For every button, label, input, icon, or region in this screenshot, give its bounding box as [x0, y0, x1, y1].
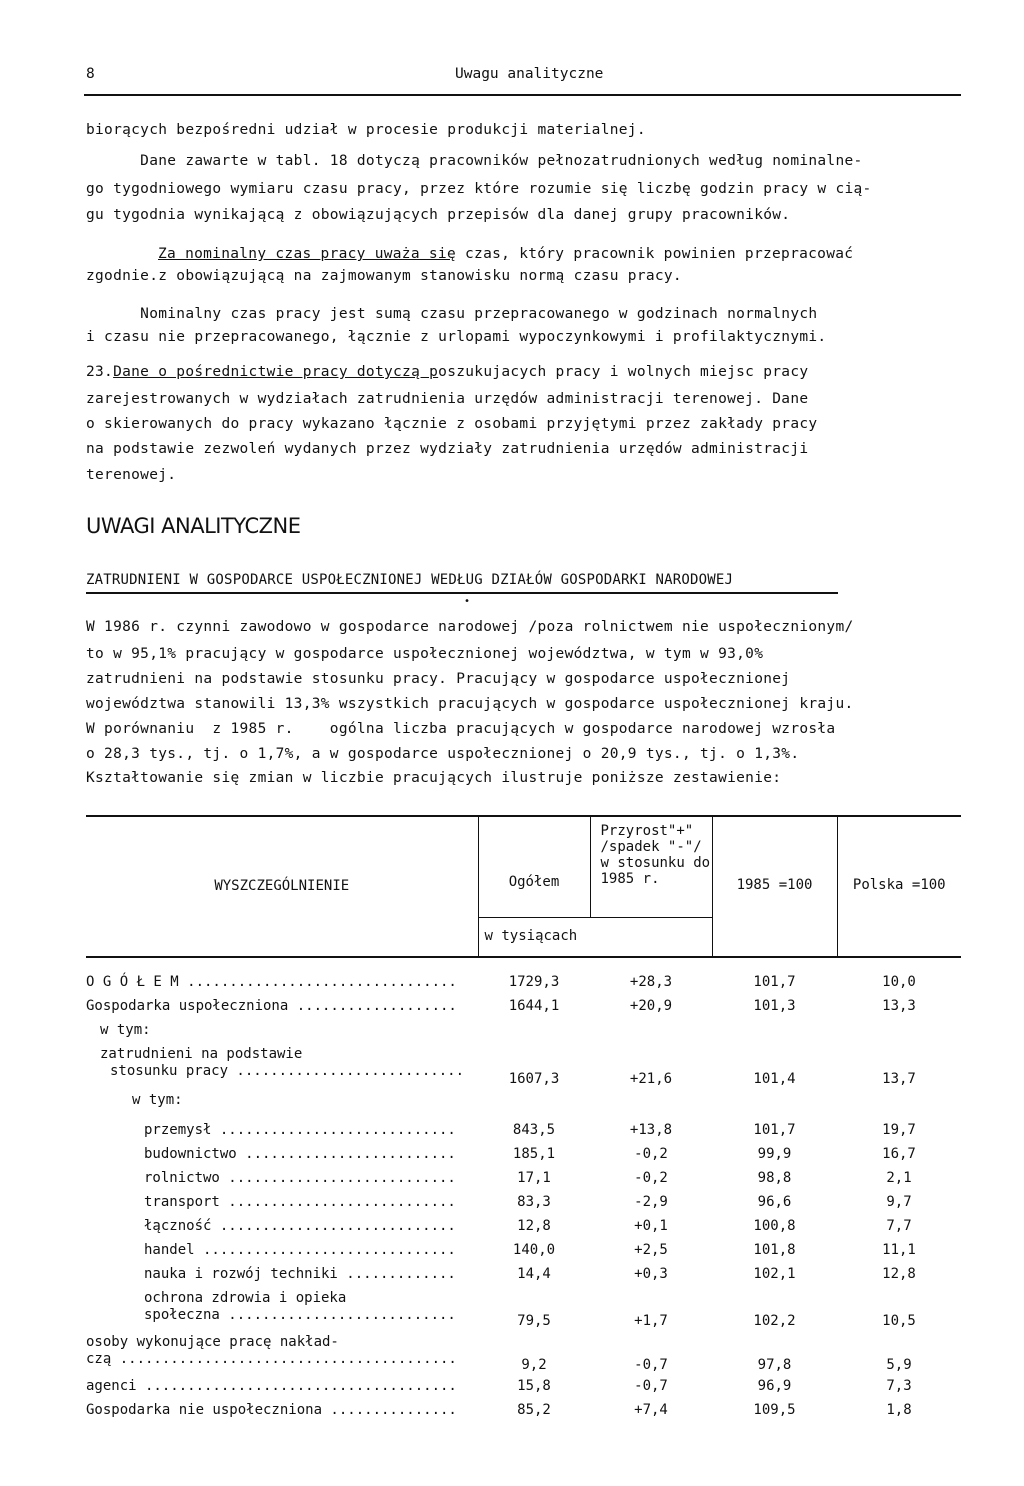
cell-change: -0,2: [634, 1170, 668, 1186]
row-label: [86, 1042, 478, 1088]
header-total: Ogółem: [478, 816, 590, 917]
cell-idx: [712, 1018, 837, 1042]
analysis-line: o 28,3 tys., tj. o 1,7%, a w gospodarce uspołecznionej o 20,9 tys., tj. o 1,3%.: [86, 746, 800, 762]
table-row: [86, 1398, 961, 1422]
analysis-line: województwa stanowili 13,3% wszystkich pracujących w gospodarce uspołecznionej kraju.: [86, 696, 854, 712]
header-rule: [84, 94, 961, 96]
table-row: [86, 1262, 961, 1286]
cell-idx: 101,7: [753, 1122, 796, 1138]
row-label: agenci .....................................: [86, 1378, 457, 1394]
row-label: handel ..............................: [144, 1242, 456, 1258]
intro-line: biorących bezpośredni udział w procesie produkcji materialnej.: [86, 122, 646, 138]
cell-poland: 12,8: [882, 1266, 916, 1282]
cell-poland: 11,1: [882, 1242, 916, 1258]
intro-line: Dane zawarte w tabl. 18 dotyczą pracowników pełnozatrudnionych według nominalne-: [86, 153, 863, 169]
table-row: [86, 1166, 961, 1190]
row-label: łączność ............................: [144, 1218, 456, 1234]
cell-change: +20,9: [629, 998, 673, 1014]
cell-total: 14,4: [517, 1266, 551, 1282]
header-spec-bottom: [86, 917, 478, 957]
cell-change: +21,6: [629, 1071, 673, 1087]
table-row: [86, 1238, 961, 1262]
cell-idx: 101,3: [753, 998, 796, 1014]
analysis-line: to w 95,1% pracujący w gospodarce uspołecznionej województwa, w tym w 93,0%: [86, 646, 764, 662]
table-row: [86, 1118, 961, 1142]
cell-idx: 109,5: [753, 1402, 796, 1418]
cell-poland: 13,3: [882, 998, 916, 1014]
header-growth: Przyrost"+" /spadek "-"/ w stosunku do 1985 r.: [590, 816, 712, 917]
cell-change: +0,3: [634, 1266, 668, 1282]
cell-idx: 101,8: [753, 1242, 796, 1258]
analysis-line: Kształtowanie się zmian w liczbie pracujących ilustruje poniższe zestawienie:: [86, 770, 782, 786]
row-label: budownictwo .........................: [144, 1146, 456, 1162]
row-label: Gospodarka nie uspołeczniona ...............: [86, 1402, 457, 1418]
table-row: [86, 1330, 961, 1374]
cell-change: -2,9: [634, 1194, 668, 1210]
point-line: zarejestrowanych w wydziałach zatrudnienia urzędów administracji terenowej. Dane: [86, 391, 809, 407]
point-23-heading: [86, 364, 808, 380]
point-number: 23.: [86, 364, 114, 380]
cell-change: [590, 1088, 712, 1118]
row-label: Gospodarka uspołeczniona ...................: [86, 998, 457, 1014]
cell-total: 1607,3: [508, 1071, 560, 1087]
cell-change: -0,7: [634, 1378, 668, 1394]
cell-poland: 10,5: [882, 1313, 916, 1329]
cell-poland: 2,1: [886, 1170, 912, 1186]
header-poland: Polska =100: [837, 816, 961, 917]
header-unit-spacer: [712, 917, 837, 957]
definition-line: Nominalny czas pracy jest sumą czasu przepracowanego w godzinach normalnych: [86, 306, 818, 322]
cell-poland: 19,7: [882, 1122, 916, 1138]
cell-poland: 5,9: [886, 1357, 912, 1373]
cell-change: +13,8: [629, 1122, 673, 1138]
cell-total: 1729,3: [508, 974, 560, 990]
cell-total: 79,5: [517, 1313, 551, 1329]
cell-poland: 10,0: [882, 974, 916, 990]
cell-total: 85,2: [517, 1402, 551, 1418]
cell-total: [478, 1088, 590, 1118]
cell-idx: 102,1: [753, 1266, 796, 1282]
subsection-underline: [86, 592, 838, 594]
cell-total: 83,3: [517, 1194, 551, 1210]
analysis-line: W 1986 r. czynni zawodowo w gospodarce narodowej /poza rolnictwem nie uspołecznionym/: [86, 619, 854, 635]
row-label: przemysł ............................: [144, 1122, 456, 1138]
marker: •: [464, 596, 471, 607]
cell-total: 1644,1: [508, 998, 560, 1014]
cell-change: +7,4: [634, 1402, 668, 1418]
cell-total: 17,1: [517, 1170, 551, 1186]
header-spec: WYSZCZEGÓLNIENIE: [86, 816, 478, 917]
table-header: [86, 816, 961, 957]
table-row: [86, 1374, 961, 1398]
cell-total: 185,1: [512, 1146, 556, 1162]
nominal-term: Za nominalny czas pracy uważa się: [158, 246, 456, 262]
header-unit-spacer: [837, 917, 961, 957]
row-label: [86, 1286, 478, 1330]
header-index-1985: 1985 =100: [712, 816, 837, 917]
page-number: 8: [86, 66, 95, 82]
point-line: na podstawie zezwoleń wydanych przez wydziały zatrudnienia urzędów administracji: [86, 441, 809, 457]
cell-poland: 7,3: [886, 1378, 912, 1394]
cell-idx: 101,4: [753, 1071, 796, 1087]
table-row: [86, 1190, 961, 1214]
row-label-line: zatrudnieni na podstawie: [100, 1046, 303, 1062]
cell-change: +28,3: [629, 974, 673, 990]
cell-poland: [837, 1088, 961, 1118]
cell-change: [590, 1018, 712, 1042]
table-row: [86, 1018, 961, 1042]
intro-line: go tygodniowego wymiaru czasu pracy, przez które rozumie się liczbę godzin pracy w cią-: [86, 181, 872, 197]
cell-idx: 96,9: [757, 1378, 792, 1394]
cell-idx: 99,9: [757, 1146, 792, 1162]
cell-total: 15,8: [517, 1378, 551, 1394]
nominal-text: czas, który pracownik powinien przepracować: [455, 246, 854, 262]
cell-idx: [712, 1088, 837, 1118]
cell-change: +2,5: [634, 1242, 668, 1258]
cell-idx: 100,8: [753, 1218, 796, 1234]
table-row: [86, 994, 961, 1018]
row-label: [86, 1330, 478, 1374]
cell-idx: 101,7: [753, 974, 796, 990]
cell-poland: 1,8: [886, 1402, 912, 1418]
running-title: Uwagu analityczne: [455, 66, 604, 82]
table-row: [86, 1042, 961, 1088]
employment-table: [86, 815, 961, 1422]
row-label: nauka i rozwój techniki .............: [144, 1266, 456, 1282]
analysis-line: W porównaniu z 1985 r. ogólna liczba pracujących w gospodarce narodowej wzrosła: [86, 721, 836, 737]
table-body: [86, 957, 961, 1422]
row-label: rolnictwo ...........................: [144, 1170, 456, 1186]
row-label-line: stosunku pracy ...........................: [110, 1063, 465, 1079]
cell-poland: 16,7: [882, 1146, 916, 1162]
row-label-line: czą ........................................: [86, 1351, 457, 1367]
cell-total: [478, 1018, 590, 1042]
point-line: o skierowanych do pracy wykazano łącznie z osobami przyjętymi przez zakłady pracy: [86, 416, 818, 432]
cell-poland: 13,7: [882, 1071, 916, 1087]
table-row: [86, 1142, 961, 1166]
nominal-paragraph: [158, 246, 853, 262]
nominal-line: zgodnie.z obowiązującą na zajmowanym stanowisku normą czasu pracy.: [86, 268, 682, 284]
cell-poland: 9,7: [886, 1194, 912, 1210]
cell-idx: 102,2: [753, 1313, 796, 1329]
cell-total: 843,5: [512, 1122, 556, 1138]
cell-change: +1,7: [634, 1313, 668, 1329]
row-label-line: społeczna ...........................: [144, 1307, 456, 1323]
cell-idx: 98,8: [757, 1170, 792, 1186]
cell-change: -0,7: [634, 1357, 668, 1373]
table-row: [86, 1214, 961, 1238]
table-row: [86, 1088, 961, 1118]
subsection-title: ZATRUDNIENI W GOSPODARCE USPOŁECZNIONEJ WEDŁUG DZIAŁÓW GOSPODARKI NARODOWEJ: [86, 572, 734, 588]
section-title: UWAGI ANALITYCZNE: [86, 514, 301, 538]
row-label: w tym:: [132, 1092, 183, 1108]
header-unit: w tysiącach: [478, 917, 712, 957]
row-label: O G Ó Ł E M ................................: [86, 974, 457, 990]
analysis-line: zatrudnieni na podstawie stosunku pracy. Pracujący w gospodarce uspołecznionej: [86, 671, 791, 687]
cell-total: 12,8: [517, 1218, 551, 1234]
row-label-line: osoby wykonujące pracę nakład-: [86, 1334, 339, 1350]
cell-idx: 96,6: [757, 1194, 792, 1210]
cell-poland: 7,7: [886, 1218, 912, 1234]
definition-line: i czasu nie przepracowanego, łącznie z urlopami wypoczynkowymi i profilaktycznymi.: [86, 329, 827, 345]
table-row: [86, 1286, 961, 1330]
intro-line: gu tygodnia wynikającą z obowiązujących przepisów dla danej grupy pracowników.: [86, 207, 791, 223]
point-text: oszukujacych pracy i wolnych miejsc pracy: [438, 364, 809, 380]
point-line: terenowej.: [86, 467, 177, 483]
cell-idx: 97,8: [757, 1357, 792, 1373]
table-row: [86, 957, 961, 994]
row-label-line: ochrona zdrowia i opieka: [144, 1290, 347, 1306]
row-label: transport ...........................: [144, 1194, 456, 1210]
point-term: Dane o pośrednictwie pracy dotyczą p: [113, 364, 439, 380]
cell-poland: [837, 1018, 961, 1042]
row-label: w tym:: [100, 1022, 151, 1038]
cell-change: +0,1: [634, 1218, 668, 1234]
cell-change: -0,2: [634, 1146, 668, 1162]
cell-total: 9,2: [521, 1357, 547, 1373]
cell-total: 140,0: [512, 1242, 556, 1258]
